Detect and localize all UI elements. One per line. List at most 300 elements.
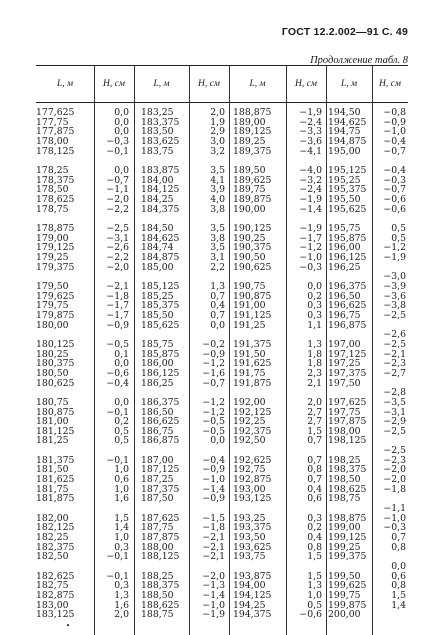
height-value: −3,5 <box>383 396 406 408</box>
length-value: 188,125 <box>141 551 180 563</box>
height-value: −2,5 <box>383 425 406 437</box>
length-value: 197,875 <box>328 416 367 428</box>
height-value: 0,3 <box>307 309 322 321</box>
length-value: 184,875 <box>141 251 180 263</box>
table-row-group <box>372 504 406 552</box>
height-value: 0,6 <box>114 474 129 486</box>
height-value: −0,3 <box>383 522 406 534</box>
length-value: 194,625 <box>328 116 367 128</box>
length-value: 190,625 <box>233 261 272 273</box>
length-value: 177,75 <box>36 116 69 128</box>
height-value: −3,0 <box>383 271 406 283</box>
height-value: 3,2 <box>210 145 225 157</box>
height-value: 0,0 <box>114 126 129 138</box>
length-value: 182,50 <box>36 551 69 563</box>
table-row-group <box>372 272 406 320</box>
table-row-group <box>189 224 225 272</box>
length-value: 180,00 <box>36 319 69 331</box>
height-value: 1,3 <box>210 280 225 292</box>
height-value: −0,1 <box>106 145 129 157</box>
table-row-group <box>286 398 322 446</box>
length-value: 198,00 <box>328 425 361 437</box>
height-value: −0,7 <box>383 145 406 157</box>
height-value: −1,4 <box>202 590 225 602</box>
column-header: L, м <box>153 79 170 89</box>
height-value: −0,5 <box>202 416 225 428</box>
height-value: 2,7 <box>307 416 322 428</box>
length-value: 180,125 <box>36 338 75 350</box>
height-value: −1,0 <box>202 599 225 611</box>
height-value: −2,6 <box>383 329 406 341</box>
length-value: 198,875 <box>328 512 367 524</box>
height-value: −1,9 <box>299 222 322 234</box>
height-value: 0,5 <box>114 435 129 447</box>
height-value: 1,0 <box>114 464 129 476</box>
length-value: 191,75 <box>233 367 266 379</box>
height-value: −1,4 <box>202 483 225 495</box>
height-value: −1,0 <box>202 474 225 486</box>
height-value: −2,1 <box>202 551 225 563</box>
length-value: 188,50 <box>141 590 174 602</box>
height-value: −1,0 <box>383 126 406 138</box>
length-value: 193,875 <box>233 570 272 582</box>
table-row-group <box>328 398 366 446</box>
table-row-group <box>372 166 406 214</box>
height-value: 0,4 <box>307 483 322 495</box>
height-value: 0,4 <box>210 300 225 312</box>
length-value: 199,375 <box>328 551 367 563</box>
length-value: 190,25 <box>233 232 266 244</box>
table-row-group <box>141 456 179 504</box>
length-value: 189,875 <box>233 193 272 205</box>
height-value: −3,8 <box>383 300 406 312</box>
length-value: 178,25 <box>36 164 69 176</box>
length-value: 181,125 <box>36 425 75 437</box>
height-value: −0,4 <box>106 377 129 389</box>
length-value: 191,875 <box>233 377 272 389</box>
length-value: 178,625 <box>36 193 75 205</box>
length-column <box>36 108 74 630</box>
length-value: 189,125 <box>233 126 272 138</box>
table-row-group <box>94 514 129 562</box>
table-row-group <box>36 340 74 388</box>
height-value: −1,0 <box>383 512 406 524</box>
length-value: 185,625 <box>141 319 180 331</box>
length-value: 179,00 <box>36 232 69 244</box>
column-header: H, см <box>379 79 401 89</box>
table-row-group <box>189 166 225 214</box>
length-value: 193,375 <box>233 522 272 534</box>
table-row-group <box>233 456 271 504</box>
length-value: 182,875 <box>36 590 75 602</box>
height-value: −2,5 <box>383 445 406 457</box>
length-value: 178,125 <box>36 145 75 157</box>
height-value: −2,5 <box>106 222 129 234</box>
length-column <box>141 108 179 630</box>
length-value: 192,375 <box>233 425 272 437</box>
length-value: 178,875 <box>36 222 75 234</box>
length-value: 187,375 <box>141 483 180 495</box>
height-value: 3,8 <box>210 232 225 244</box>
height-value: −1,1 <box>106 184 129 196</box>
length-value: 184,00 <box>141 174 174 186</box>
height-value: −2,4 <box>299 184 322 196</box>
table-row-group <box>36 108 74 156</box>
height-value: 2,7 <box>307 406 322 418</box>
length-value: 186,375 <box>141 396 180 408</box>
length-value: 197,75 <box>328 406 361 418</box>
height-value: −1,7 <box>106 300 129 312</box>
height-value: −1,2 <box>383 242 406 254</box>
length-value: 192,875 <box>233 474 272 486</box>
height-value: 1,3 <box>307 338 322 350</box>
length-value: 188,00 <box>141 541 174 553</box>
length-value: 183,125 <box>36 609 75 621</box>
table-row-group <box>36 282 74 330</box>
height-value: 0,3 <box>114 541 129 553</box>
height-value: 0,8 <box>307 464 322 476</box>
height-value: 0,2 <box>114 416 129 428</box>
length-value: 195,125 <box>328 164 367 176</box>
length-value: 196,375 <box>328 280 367 292</box>
column-divider <box>326 65 327 635</box>
table-row-group <box>328 224 366 272</box>
height-value: −1,9 <box>299 107 322 118</box>
length-value: 189,625 <box>233 174 272 186</box>
length-value: 197,50 <box>328 377 361 389</box>
page-header: ГОСТ 12.2.002—91 С. 49 <box>281 26 408 38</box>
height-value: 1,9 <box>210 116 225 128</box>
height-value: −2,0 <box>106 261 129 273</box>
height-value: 0,2 <box>307 522 322 534</box>
height-value: −0,3 <box>106 135 129 147</box>
length-value: 194,50 <box>328 107 361 118</box>
length-value: 187,125 <box>141 464 180 476</box>
column-header: L, м <box>56 79 74 89</box>
height-value: 0,7 <box>307 454 322 466</box>
height-value: 0,0 <box>210 435 225 447</box>
length-value: 186,625 <box>141 416 180 428</box>
length-value: 197,25 <box>328 358 361 370</box>
length-value: 177,625 <box>36 107 75 118</box>
table-row-group <box>141 398 179 446</box>
height-value: 1,8 <box>307 348 322 360</box>
length-value: 179,625 <box>36 290 75 302</box>
height-value: −1,0 <box>299 251 322 263</box>
height-value: 0,3 <box>307 300 322 312</box>
table-row-group <box>233 166 271 214</box>
height-value: −2,2 <box>106 251 129 263</box>
length-value: 178,00 <box>36 135 69 147</box>
length-value: 184,50 <box>141 222 174 234</box>
length-value: 185,00 <box>141 261 174 273</box>
table-row-group <box>286 224 322 272</box>
height-value: 1,5 <box>307 425 322 437</box>
height-value: 1,4 <box>391 599 406 611</box>
column-header: H, см <box>295 79 317 89</box>
length-value: 189,25 <box>233 135 266 147</box>
length-value: 197,125 <box>328 348 367 360</box>
height-value: 0,0 <box>307 280 322 292</box>
length-value: 188,875 <box>233 107 272 118</box>
length-value: 196,625 <box>328 300 367 312</box>
length-value: 192,125 <box>233 406 272 418</box>
length-value: 195,25 <box>328 174 361 186</box>
height-value: 1,5 <box>391 590 406 602</box>
height-value: −0,6 <box>383 193 406 205</box>
length-value: 196,75 <box>328 309 361 321</box>
height-value: −0,9 <box>106 319 129 331</box>
height-value: 3,0 <box>210 135 225 147</box>
length-value: 187,625 <box>141 512 180 524</box>
length-value: 195,75 <box>328 222 361 234</box>
height-value: −0,3 <box>383 174 406 186</box>
length-value: 194,875 <box>328 135 367 147</box>
height-value: −0,1 <box>106 454 129 466</box>
length-value: 181,50 <box>36 464 69 476</box>
length-value: 182,625 <box>36 570 75 582</box>
height-value: −2,4 <box>299 116 322 128</box>
length-value: 191,125 <box>233 309 272 321</box>
height-value: 0,7 <box>210 309 225 321</box>
height-value: 0,5 <box>391 222 406 234</box>
height-value: −0,3 <box>299 261 322 273</box>
table-row-group <box>94 224 129 272</box>
table-row-group <box>141 282 179 330</box>
height-value: 2,0 <box>307 396 322 408</box>
height-value: −0,9 <box>202 348 225 360</box>
length-value: 192,25 <box>233 416 266 428</box>
height-value: 0,7 <box>307 435 322 447</box>
length-value: 193,75 <box>233 551 266 563</box>
length-value: 180,75 <box>36 396 69 408</box>
table-row-group <box>286 166 322 214</box>
length-value: 194,75 <box>328 126 361 138</box>
length-value: 188,25 <box>141 570 174 582</box>
table-row-group <box>94 398 129 446</box>
table-row-group <box>94 456 129 504</box>
length-value: 191,25 <box>233 319 266 331</box>
length-value: 179,75 <box>36 300 69 312</box>
length-value: 198,625 <box>328 483 367 495</box>
length-value: 189,50 <box>233 164 266 176</box>
table-row-group <box>328 456 366 504</box>
column-header: L, м <box>340 79 358 89</box>
height-value: −0,7 <box>106 174 129 186</box>
height-value: −1,5 <box>202 512 225 524</box>
height-value: 1,3 <box>114 590 129 602</box>
height-value: −1,2 <box>202 396 225 408</box>
length-value: 184,125 <box>141 184 180 196</box>
height-value: −2,3 <box>383 358 406 370</box>
length-value: 187,875 <box>141 532 180 544</box>
length-value: 191,00 <box>233 300 266 312</box>
height-value: 0,6 <box>307 493 322 505</box>
length-value: 182,75 <box>36 580 69 592</box>
length-value: 200,00 <box>328 609 361 621</box>
height-value: −1,9 <box>383 251 406 263</box>
table-row-group <box>36 514 74 562</box>
height-value: 0,8 <box>307 541 322 553</box>
height-value: 0,0 <box>114 396 129 408</box>
height-value: 0,8 <box>391 541 406 553</box>
length-value: 180,625 <box>36 377 75 389</box>
table-row-group <box>189 572 225 620</box>
length-value: 193,00 <box>233 483 266 495</box>
table-row-group <box>141 340 179 388</box>
length-value: 190,50 <box>233 251 266 263</box>
table-continuation-caption: Продолжение табл. 8 <box>310 55 408 66</box>
length-value: 183,00 <box>36 599 69 611</box>
table-row-group <box>372 330 406 378</box>
length-value: 190,75 <box>233 280 266 292</box>
length-value: 193,25 <box>233 512 266 524</box>
table-row-group <box>233 224 271 272</box>
length-value: 185,75 <box>141 338 174 350</box>
length-value: 190,125 <box>233 222 272 234</box>
length-value: 198,25 <box>328 454 361 466</box>
length-value: 191,375 <box>233 338 272 350</box>
column-header: L, м <box>249 79 266 89</box>
height-value: −1,2 <box>299 242 322 254</box>
length-value: 185,375 <box>141 300 180 312</box>
height-value: 1,5 <box>307 570 322 582</box>
height-value: −0,4 <box>383 135 406 147</box>
height-value: −0,9 <box>383 116 406 128</box>
height-value: 0,7 <box>391 532 406 544</box>
height-value: 2,0 <box>210 107 225 118</box>
table-row-group <box>286 108 322 156</box>
length-value: 183,50 <box>141 126 174 138</box>
height-value: −1,8 <box>106 290 129 302</box>
length-value: 187,75 <box>141 522 174 534</box>
height-value: −2,0 <box>383 464 406 476</box>
length-value: 178,375 <box>36 174 75 186</box>
length-value: 180,375 <box>36 358 75 370</box>
length-value: 185,50 <box>141 309 174 321</box>
height-value: −0,9 <box>202 493 225 505</box>
length-value: 181,75 <box>36 483 69 495</box>
height-value: −1,2 <box>202 358 225 370</box>
length-value: 191,625 <box>233 358 272 370</box>
length-value: 192,625 <box>233 454 272 466</box>
length-value: 198,375 <box>328 464 367 476</box>
length-value: 180,25 <box>36 348 69 360</box>
height-value: −3,6 <box>299 135 322 147</box>
table-row-group <box>233 514 271 562</box>
table-row-group <box>94 166 129 214</box>
length-value: 185,125 <box>141 280 180 292</box>
height-value: 2,2 <box>210 261 225 273</box>
table-row-group <box>189 108 225 156</box>
height-value: −1,4 <box>299 203 322 215</box>
height-value: −0,9 <box>202 464 225 476</box>
height-value: 0,7 <box>210 290 225 302</box>
height-column <box>372 108 406 620</box>
length-value: 196,00 <box>328 242 361 254</box>
length-value: 198,75 <box>328 493 361 505</box>
table-row-group <box>372 224 406 263</box>
length-value: 177,875 <box>36 126 75 138</box>
height-column <box>286 108 322 630</box>
height-value: 0,3 <box>114 580 129 592</box>
height-value: −2,0 <box>202 570 225 582</box>
height-value: 4,1 <box>210 174 225 186</box>
length-value: 183,875 <box>141 164 180 176</box>
height-value: −2,8 <box>383 387 406 399</box>
height-value: 3,5 <box>210 242 225 254</box>
height-value: 2,3 <box>307 367 322 379</box>
table-row-group <box>189 456 225 504</box>
length-value: 188,625 <box>141 599 180 611</box>
length-value: 194,125 <box>233 590 272 602</box>
height-value: 0,0 <box>114 116 129 128</box>
length-value: 195,625 <box>328 203 367 215</box>
height-value: 1,5 <box>114 512 129 524</box>
table-row-group <box>328 514 366 562</box>
table-row-group <box>36 572 74 620</box>
length-value: 197,625 <box>328 396 367 408</box>
height-value: 3,8 <box>210 203 225 215</box>
height-value: −2,0 <box>106 193 129 205</box>
length-value: 199,125 <box>328 532 367 544</box>
length-value: 187,25 <box>141 474 174 486</box>
table-row-group <box>328 282 366 330</box>
table-row-group <box>94 340 129 388</box>
length-value: 194,25 <box>233 599 266 611</box>
height-value: −2,1 <box>202 532 225 544</box>
length-value: 181,625 <box>36 474 75 486</box>
length-value: 186,00 <box>141 358 174 370</box>
height-value: 1,6 <box>114 599 129 611</box>
length-value: 193,50 <box>233 532 266 544</box>
height-value: 0,5 <box>391 232 406 244</box>
height-value: 3,1 <box>210 251 225 263</box>
height-value: 0,1 <box>114 348 129 360</box>
table-row-group <box>286 456 322 504</box>
height-value: 1,6 <box>114 493 129 505</box>
length-value: 180,50 <box>36 367 69 379</box>
height-value: −2,1 <box>106 280 129 292</box>
height-value: 2,1 <box>307 377 322 389</box>
length-value: 192,50 <box>233 435 266 447</box>
length-value: 182,375 <box>36 541 75 553</box>
height-value: 0,0 <box>114 358 129 370</box>
length-column <box>233 108 271 630</box>
height-value: −0,5 <box>106 338 129 350</box>
height-value: −0,1 <box>106 570 129 582</box>
length-value: 189,375 <box>233 145 272 157</box>
length-value: 184,625 <box>141 232 180 244</box>
height-value: 1,8 <box>307 358 322 370</box>
table-row-group <box>189 282 225 330</box>
length-value: 179,875 <box>36 309 75 321</box>
length-value: 192,00 <box>233 396 266 408</box>
height-value: −2,5 <box>383 309 406 321</box>
table-header-row <box>36 65 408 103</box>
length-value: 196,125 <box>328 251 367 263</box>
height-value: 0,3 <box>307 512 322 524</box>
height-value: −2,9 <box>383 416 406 428</box>
height-value: −2,7 <box>383 367 406 379</box>
length-value: 184,74 <box>141 242 174 254</box>
height-value: 0,5 <box>114 425 129 437</box>
height-value: −3,6 <box>383 290 406 302</box>
length-value: 179,50 <box>36 280 69 292</box>
height-value: 0,5 <box>307 599 322 611</box>
height-value: 3,9 <box>210 184 225 196</box>
length-value: 180,875 <box>36 406 75 418</box>
